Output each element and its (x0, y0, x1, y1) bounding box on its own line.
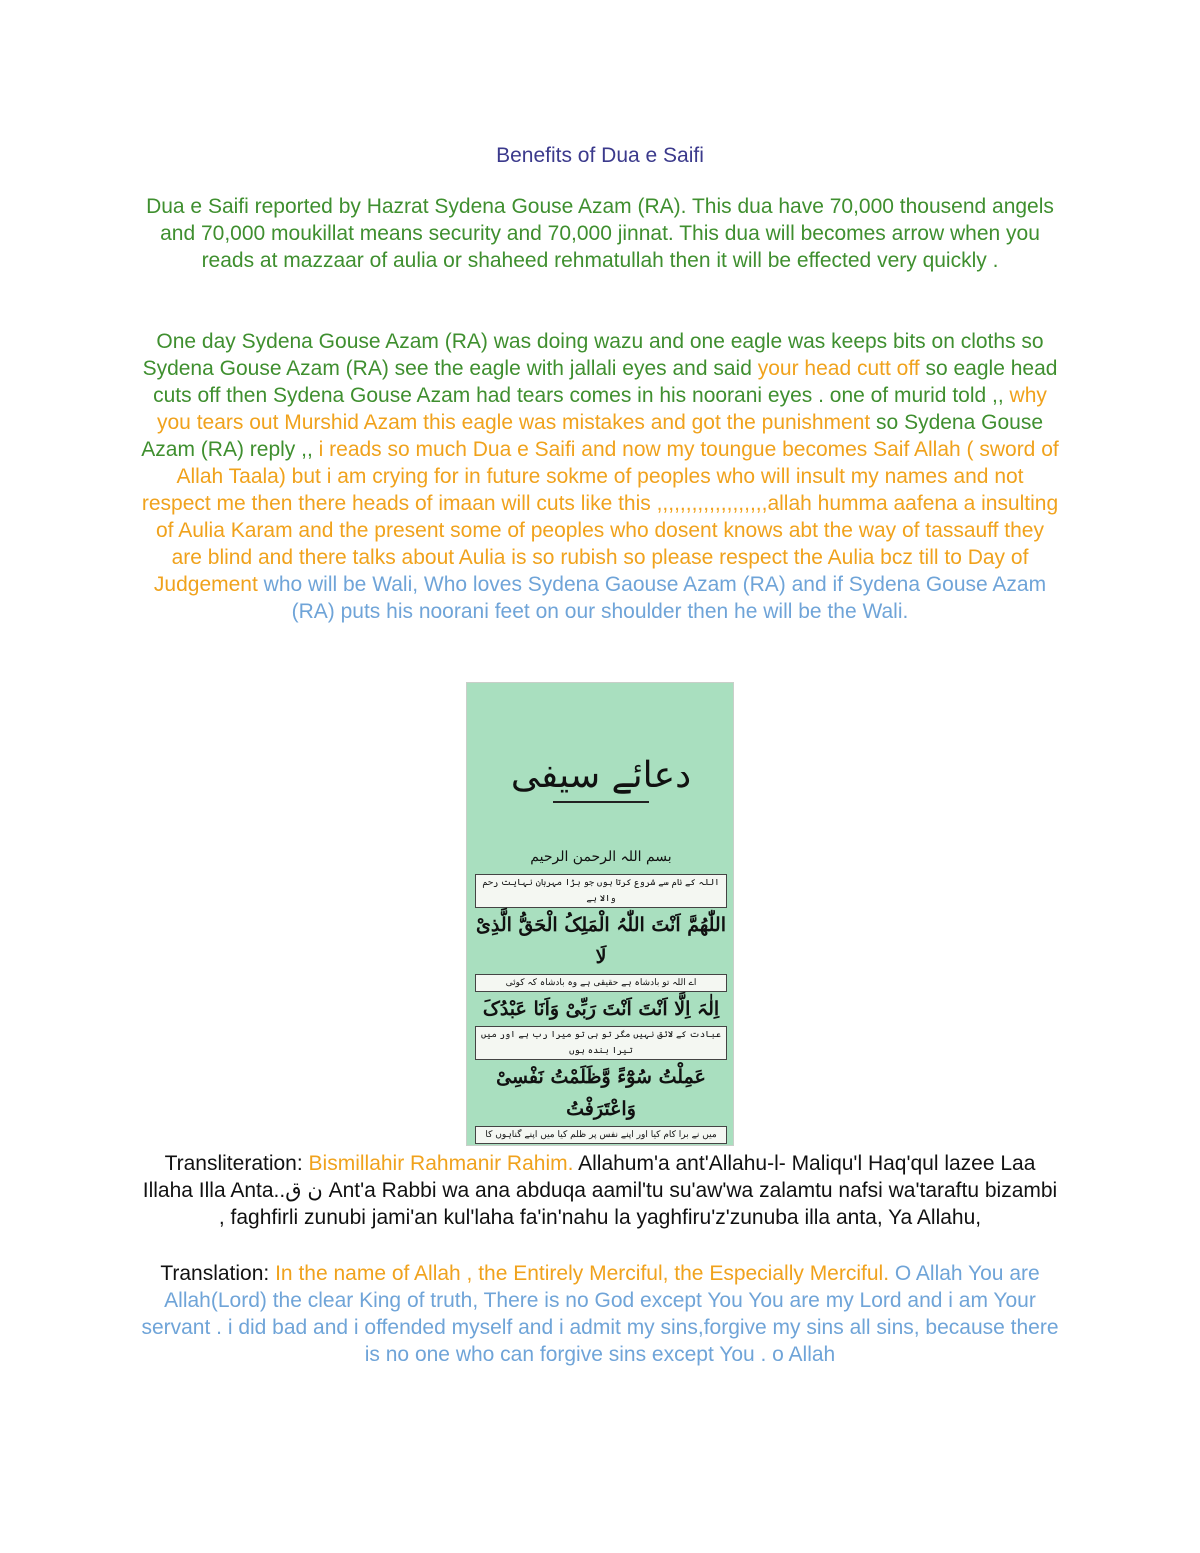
translation-label: Translation: (160, 1262, 276, 1285)
dua-urdu-translation-line: اللہ کے نام سے شروع کرتا ہوں جو بڑا مہربان نہایت رحم والا ہے (475, 874, 727, 908)
intro-paragraph: Dua e Saifi reported by Hazrat Sydena Gouse Azam (RA). This dua have 70,000 thousend angels and 70,000 moukillat means security and 70,000 jinnat. This dua will becomes arrow when you reads at mazzaar of aulia or shaheed rehmatullah then it will be effected very quickly . (146, 195, 1054, 272)
story-quote-3: i reads so much Dua e Saifi and now my toungue becomes Saif Allah ( sword of Allah Taala) but i am crying for in future sokme of peoples who will insult my names and not respect me then there heads of imaan will cuts like this ,,,,,,,,,,,,,,,,,,,allah humma aafena a insulting of Aulia Karam and the present some of peoples who dosent knows abt the way of tassauff they are blind and there talks about Aulia is so rubish so please respect the Aulia bcz till to Day of Judgement (141, 438, 1059, 596)
translation-text: O Allah You are Allah(Lord) the clear King of truth, There is no God except You You are my Lord and i am Your servant . i did bad and i offended myself and i admit my sins,forgive my sins all sins, because there is no one who can forgive sins except You . o Allah (141, 1262, 1059, 1366)
transliteration-text: Allahum'a ant'Allahu-l- Maliqu'l Haq'qul lazee Laa Illaha Illa Anta..ن ق Ant'a Rabbi wa ana abduqa aamil'tu su'aw'wa zalamtu nafsi wa'taraftu bizambi , faghfirli zunubi jami'an kul'laha fa'in'nahu la yaghfiru'z'zunuba illa anta, Ya Allahu, (142, 1152, 1058, 1229)
story-text-4: who will be Wali, Who loves Sydena Gaouse Azam (RA) and if Sydena Gouse Azam (RA) puts his noorani feet on our shoulder then he will be the Wali. (257, 573, 1047, 623)
dua-urdu-translation-line: عبادت کے لائق نہیں مگر تو ہی تو میرا رب ہے اور میں تیرا بندہ ہوں (475, 1026, 727, 1060)
translation-bismillah: In the name of Allah , the Entirely Merciful, the Especially Merciful. (275, 1262, 890, 1285)
dua-arabic-line: اللّٰھُمَّ اَنْتَ اللّٰہُ الْمَلِکُ الْحَقُّ الَّذِیْ لَا (476, 914, 726, 968)
heading-underline (553, 801, 649, 803)
translation-paragraph (140, 1260, 1060, 1368)
story-text-3: so Sydena Gouse Azam (RA) reply ,, (141, 411, 1043, 461)
page-title: Benefits of Dua e Saifi (496, 144, 704, 167)
dua-arabic-line (475, 1145, 727, 1146)
dua-arabic-line: عَمِلْتُ سُوْٓءً وَّظَلَمْتُ نَفْسِیْ وَاعْتَرَفْتُ (496, 1066, 706, 1120)
story-text-1: One day Sydena Gouse Azam (RA) was doing wazu and one eagle was keeps bits on cloths so Sydena Gouse Azam (RA) see the eagle with jallali eyes and said (142, 330, 1044, 380)
dua-heading: دعائے سیفی (510, 755, 692, 796)
story-paragraph (140, 328, 1060, 625)
story-quote-1: your head cutt off (757, 357, 920, 380)
transliteration-label: Transliteration: (164, 1152, 309, 1175)
dua-rows (475, 873, 727, 1146)
transliteration-paragraph (140, 1150, 1060, 1231)
dua-arabic-line: اِلٰہَ اِلَّا اَنْتَ اَنْتَ رَبِّیْ وَاَنَا عَبْدُکَ (482, 998, 720, 1020)
story-text-2: so eagle head cuts off then Sydena Gouse Azam had tears comes in his noorani eyes . one of murid told ,, (153, 357, 1058, 407)
dua-urdu-translation-line: اے اللہ تو بادشاہ ہے حقیقی ہے وہ بادشاہ کہ کوئی (475, 974, 727, 992)
dua-urdu-translation-line: میں نے برا کام کیا اور اپنے نفس پر ظلم کیا میں اپنے گناہوں کا (475, 1126, 727, 1144)
bismillah-line: بسم اللہ الرحمن الرحیم (530, 849, 672, 865)
transliteration-bismillah: Bismillahir Rahmanir Rahim. (308, 1152, 574, 1175)
dua-scan-image (466, 682, 734, 1146)
story-quote-2: why you tears out Murshid Azam this eagle was mistakes and got the punishment (157, 384, 1047, 434)
